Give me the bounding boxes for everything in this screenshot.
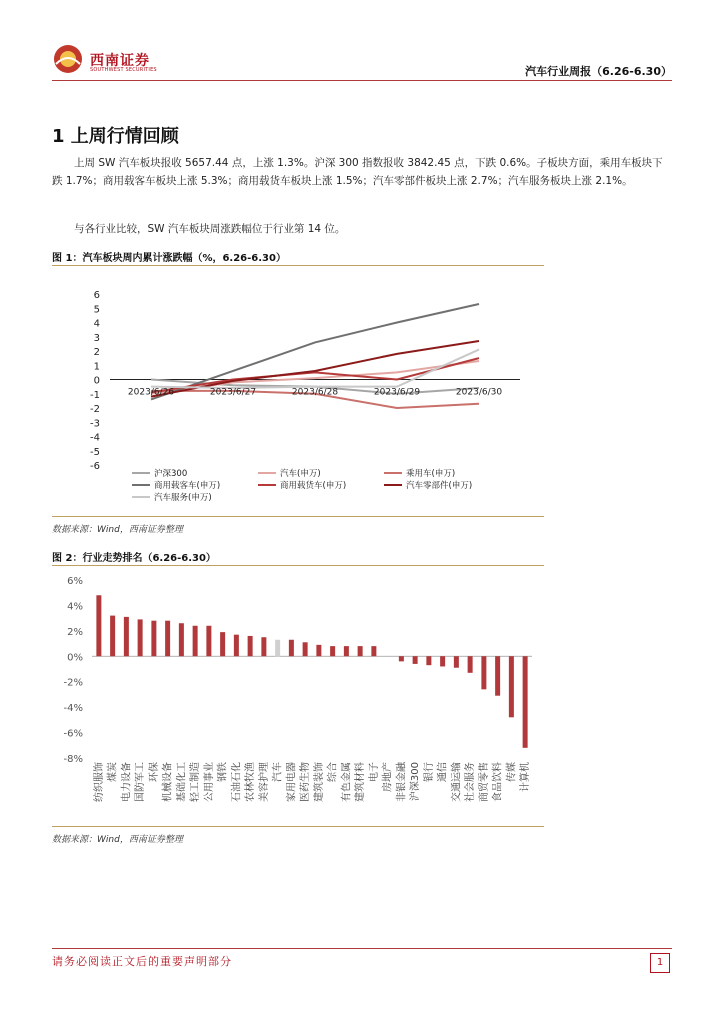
x-tick-label: 机械设备 [162, 762, 174, 802]
figure1-title: 图 1：汽车板块周内累计涨跌幅（%，6.26-6.30） [52, 253, 286, 264]
section-heading: 1 上周行情回顾 [52, 126, 179, 147]
x-tick-label: 公用事业 [203, 762, 215, 802]
line-chart [52, 270, 544, 510]
x-tick-label: 计算机 [520, 762, 532, 792]
bar [426, 656, 431, 665]
x-tick-label: 综合 [327, 762, 339, 782]
figure1-top-rule [52, 265, 544, 266]
header-divider [52, 80, 672, 81]
x-tick-label: 医药生物 [300, 762, 312, 802]
x-tick-label: 房地产 [382, 762, 394, 792]
bar [330, 646, 335, 656]
y-tick-label: 6 [93, 290, 100, 301]
x-tick-label: 美容护理 [258, 762, 270, 802]
x-tick-label: 电子 [368, 762, 380, 782]
x-tick-label: 沪深300 [410, 762, 422, 802]
bar [234, 635, 239, 657]
bar [509, 656, 514, 717]
bar [124, 617, 129, 656]
bar [165, 621, 170, 657]
bar [358, 646, 363, 656]
x-tick-label: 有色金属 [341, 762, 353, 802]
legend-label: 沪深300 [154, 469, 188, 479]
x-tick-label: 2023/6/26 [127, 387, 175, 398]
paragraph-summary: 上周 SW 汽车板块报收 5657.44 点，上涨 1.3%。沪深 300 指数报收 3842.45 点，下跌 0.6%。子板块方面，乘用车板块下跌 1.7%；商用载客车板块上涨 5.3%；商用载货车板块上涨 1.5%；汽车零部件板块上涨 2.7%；汽车服务板块上涨 2.1%。 [52, 157, 663, 187]
x-tick-label: 农林牧渔 [245, 762, 257, 802]
bar [371, 646, 376, 656]
x-tick-label: 非银金融 [396, 762, 408, 802]
y-tick-label: -6 [90, 461, 100, 472]
x-tick-label: 建筑材料 [355, 762, 367, 802]
figure2-bottom-rule [52, 826, 544, 827]
bar [454, 656, 459, 667]
y-tick-label: 3 [93, 332, 100, 344]
bar [303, 642, 308, 656]
figure2-top-rule [52, 565, 544, 566]
bar [261, 637, 266, 656]
figure2-source: 数据来源：Wind，西南证券整理 [52, 835, 183, 845]
y-tick-label: -6% [63, 728, 83, 740]
legend-label: 汽车零部件(申万) [406, 481, 473, 491]
y-tick-label: -8% [63, 754, 83, 765]
y-tick-label: 5 [93, 304, 100, 316]
bar [289, 640, 294, 657]
x-tick-label: 家用电器 [286, 762, 298, 802]
figure2-title: 图 2：行业走势排名（6.26-6.30） [52, 553, 216, 564]
bar [316, 645, 321, 656]
bar [495, 656, 500, 695]
bar [523, 656, 528, 748]
y-tick-label: -4 [90, 432, 100, 444]
x-tick-label: 银行 [423, 762, 435, 782]
y-tick-label: -2% [63, 677, 83, 689]
bar [206, 626, 211, 657]
x-tick-label: 社会服务 [465, 762, 477, 802]
legend-label: 商用载客车(申万) [154, 481, 221, 491]
x-tick-label: 商贸零售 [478, 762, 490, 802]
x-tick-label: 通信 [437, 762, 449, 782]
y-tick-label: 0 [93, 375, 100, 387]
x-tick-label: 国防军工 [135, 762, 147, 802]
x-tick-label: 钢铁 [217, 762, 229, 782]
x-tick-label: 电力设备 [121, 762, 133, 802]
x-tick-label: 纺织服饰 [93, 762, 105, 802]
y-tick-label: 1 [93, 361, 100, 373]
x-tick-label: 2023/6/29 [373, 387, 421, 398]
y-tick-label: -3 [90, 418, 100, 430]
page-number: 1 [650, 953, 670, 973]
bar [193, 626, 198, 657]
bar [96, 595, 101, 656]
y-tick-label: 2% [67, 626, 83, 638]
y-tick-label: -1 [90, 389, 100, 401]
bar [110, 616, 115, 657]
legend-label: 乘用车(申万) [406, 469, 456, 479]
bar [220, 632, 225, 656]
y-tick-label: 0% [67, 652, 83, 664]
bar [399, 656, 404, 661]
paragraph-ranking: 与各行业比较，SW 汽车板块周涨跌幅位于行业第 14 位。 [74, 223, 346, 235]
bar [179, 623, 184, 656]
y-tick-label: 2 [93, 347, 100, 358]
report-title: 汽车行业周报（6.26-6.30） [525, 65, 672, 78]
bar [151, 621, 156, 657]
bar [481, 656, 486, 689]
x-tick-label: 食品饮料 [492, 762, 504, 802]
y-tick-label: 4 [93, 318, 100, 330]
bar [344, 646, 349, 656]
x-tick-label: 基础化工 [176, 762, 188, 802]
y-tick-label: -5 [90, 446, 100, 458]
bar [440, 656, 445, 666]
y-tick-label: 4% [67, 601, 83, 613]
bar [248, 636, 253, 656]
logo-subtitle: SOUTHWEST SECURITIES [90, 67, 157, 73]
figure1-bottom-rule [52, 516, 544, 517]
x-tick-label: 环保 [148, 762, 160, 782]
footer-disclaimer: 请务必阅读正文后的重要声明部分 [52, 955, 232, 968]
x-tick-label: 轻工制造 [190, 762, 202, 802]
x-tick-label: 2023/6/30 [455, 387, 503, 398]
bar-chart [52, 568, 544, 824]
logo-name: 西南证券 [90, 53, 150, 69]
y-tick-label: 6% [67, 576, 83, 587]
x-tick-label: 2023/6/28 [291, 387, 339, 398]
footer-divider [52, 948, 672, 949]
x-tick-label: 汽车 [272, 762, 284, 782]
x-tick-label: 传媒 [506, 762, 518, 782]
y-tick-label: -4% [63, 703, 83, 715]
x-tick-label: 2023/6/27 [209, 387, 257, 398]
figure1-source: 数据来源：Wind，西南证券整理 [52, 525, 183, 535]
y-tick-label: -2 [90, 404, 100, 415]
x-tick-label: 建筑装饰 [313, 762, 325, 802]
x-tick-label: 交通运输 [451, 762, 463, 802]
x-tick-label: 煤炭 [107, 762, 119, 782]
bar [413, 656, 418, 664]
legend-label: 商用载货车(申万) [280, 481, 347, 491]
bar [275, 640, 280, 657]
legend-label: 汽车(申万) [280, 469, 321, 479]
bar [468, 656, 473, 673]
legend-label: 汽车服务(申万) [154, 493, 212, 503]
bar [138, 619, 143, 656]
x-tick-label: 石油石化 [231, 762, 243, 802]
